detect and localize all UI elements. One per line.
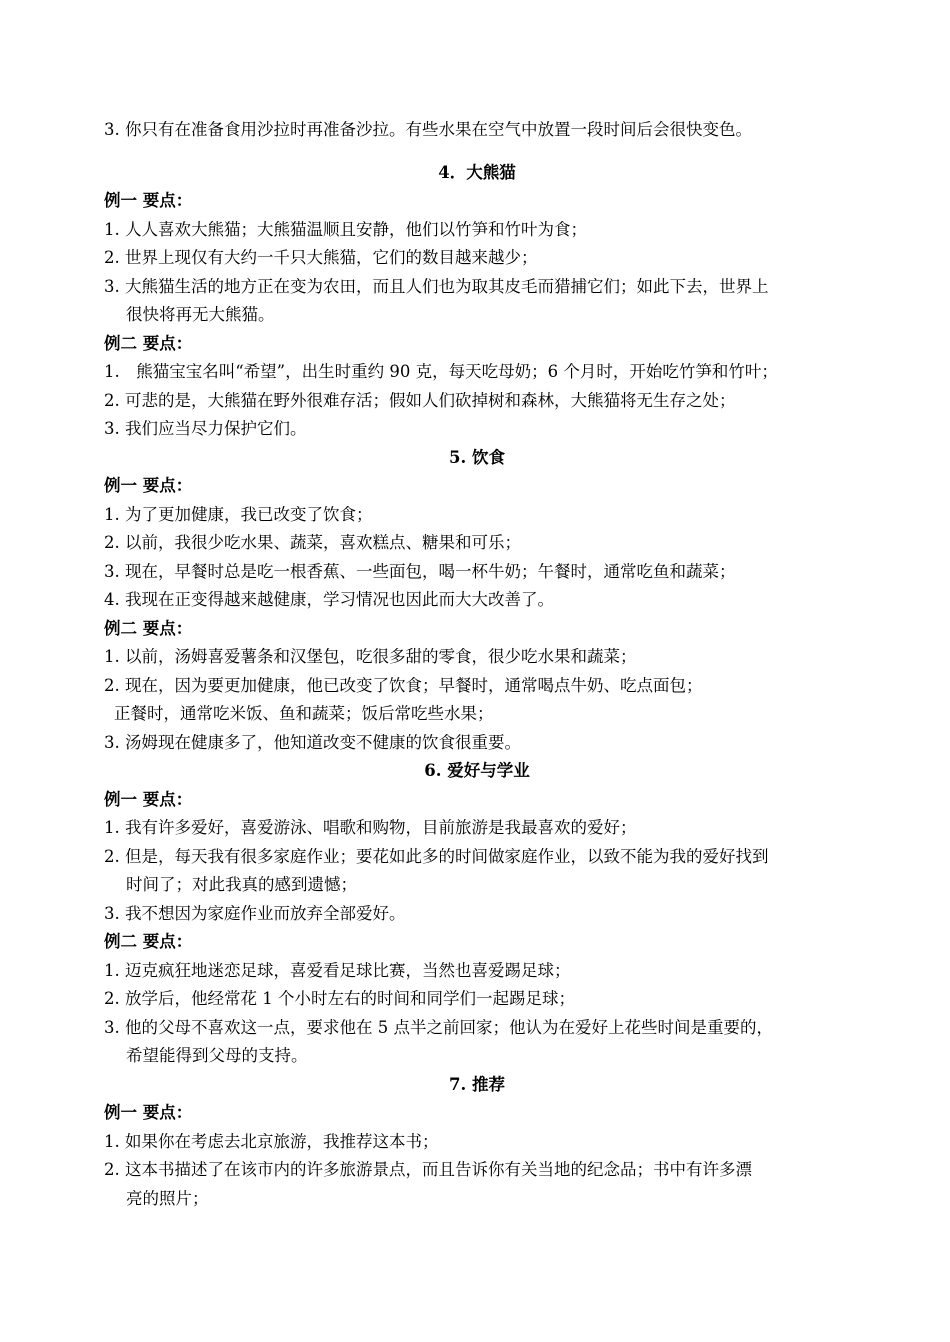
list-item: 2. 现在，因为要更加健康，他已改变了饮食；早餐时，通常喝点牛奶、吃点面包； xyxy=(104,675,703,695)
example-label: 例二 要点： xyxy=(104,333,193,353)
list-item: 1. 我有许多爱好，喜爱游泳、唱歌和购物，目前旅游是我最喜欢的爱好； xyxy=(104,818,637,837)
list-item: 2. 以前，我很少吃水果、蔬菜，喜欢糕点、糖果和可乐； xyxy=(104,533,521,552)
list-item-continuation: 希望能得到父母的支持。 xyxy=(126,1046,308,1065)
list-item: 2. 世界上现仅有大约一千只大熊猫，它们的数目越来越少； xyxy=(104,248,538,267)
list-item: 1. 迈克疯狂地迷恋足球，喜爱看足球比赛，当然也喜爱踢足球； xyxy=(104,960,571,980)
intro-line-3: 3. 你只有在准备食用沙拉时再准备沙拉。有些水果在空气中放置一段时间后会很快变色。 xyxy=(104,120,752,139)
list-item: 2. 放学后，他经常花 1 个小时左右的时间和同学们一起踢足球； xyxy=(104,989,575,1008)
section-gap xyxy=(104,145,850,159)
list-item: 3. 我不想因为家庭作业而放弃全部爱好。 xyxy=(104,903,406,923)
example-label: 例一 要点： xyxy=(104,789,193,809)
list-item: 1. 为了更加健康，我已改变了饮食； xyxy=(104,504,373,524)
list-item-continuation: 正餐时，通常吃米饭、鱼和蔬菜；饭后常吃些水果； xyxy=(114,704,494,723)
list-item: 1. 如果你在考虑去北京旅游，我推荐这本书； xyxy=(104,1131,439,1151)
example-label: 例一 要点： xyxy=(104,191,193,210)
list-item: 3. 我们应当尽力保护它们。 xyxy=(104,419,307,438)
list-item: 1. 以前，汤姆喜爱薯条和汉堡包，吃很多甜的零食，很少吃水果和蔬菜； xyxy=(104,647,637,666)
section-heading-panda: 4．大熊猫 xyxy=(438,162,516,182)
example-label: 例二 要点： xyxy=(104,932,193,951)
list-item: 3. 他的父母不喜欢这一点，要求他在 5 点半之前回家；他认为在爱好上花些时间是重要的， xyxy=(104,1017,773,1037)
list-item: 2. 这本书描述了在该市内的许多旅游景点，而且告诉你有关当地的纪念品；书中有许多漂 xyxy=(104,1160,752,1179)
list-item: 2. 可悲的是，大熊猫在野外很难存活；假如人们砍掉树和森林，大熊猫将无生存之处； xyxy=(104,390,736,410)
example-label: 例二 要点： xyxy=(104,618,193,638)
list-item: 4. 我现在正变得越来越健康，学习情况也因此而大大改善了。 xyxy=(104,590,554,609)
document-page xyxy=(104,116,850,1213)
section-heading-recommend: 7. 推荐 xyxy=(449,1074,505,1094)
list-item: 3. 现在，早餐时总是吃一根香蕉、一些面包，喝一杯牛奶；午餐时，通常吃鱼和蔬菜； xyxy=(104,561,736,581)
example-label: 例一 要点： xyxy=(104,1103,193,1122)
list-item: 1. 熊猫宝宝名叫“希望”，出生时重约 90 克，每天吃母奶；6 个月时，开始吃竹笋和竹叶； xyxy=(104,362,778,381)
section-heading-diet: 5. 饮食 xyxy=(449,447,505,467)
list-item-continuation: 时间了；对此我真的感到遗憾； xyxy=(126,875,357,894)
list-item: 3. 大熊猫生活的地方正在变为农田，而且人们也为取其皮毛而猎捕它们；如此下去，世界上 xyxy=(104,276,769,296)
example-label: 例一 要点： xyxy=(104,476,193,495)
section-heading-hobbies: 6. 爱好与学业 xyxy=(424,761,530,780)
list-item: 3. 汤姆现在健康多了，他知道改变不健康的饮食很重要。 xyxy=(104,732,521,752)
list-item-continuation: 亮的照片； xyxy=(126,1188,209,1208)
list-item: 1. 人人喜欢大熊猫；大熊猫温顺且安静，他们以竹笋和竹叶为食； xyxy=(104,219,587,239)
list-item: 2. 但是，每天我有很多家庭作业；要花如此多的时间做家庭作业，以致不能为我的爱好找到 xyxy=(104,846,769,866)
list-item-continuation: 很快将再无大熊猫。 xyxy=(126,305,275,324)
